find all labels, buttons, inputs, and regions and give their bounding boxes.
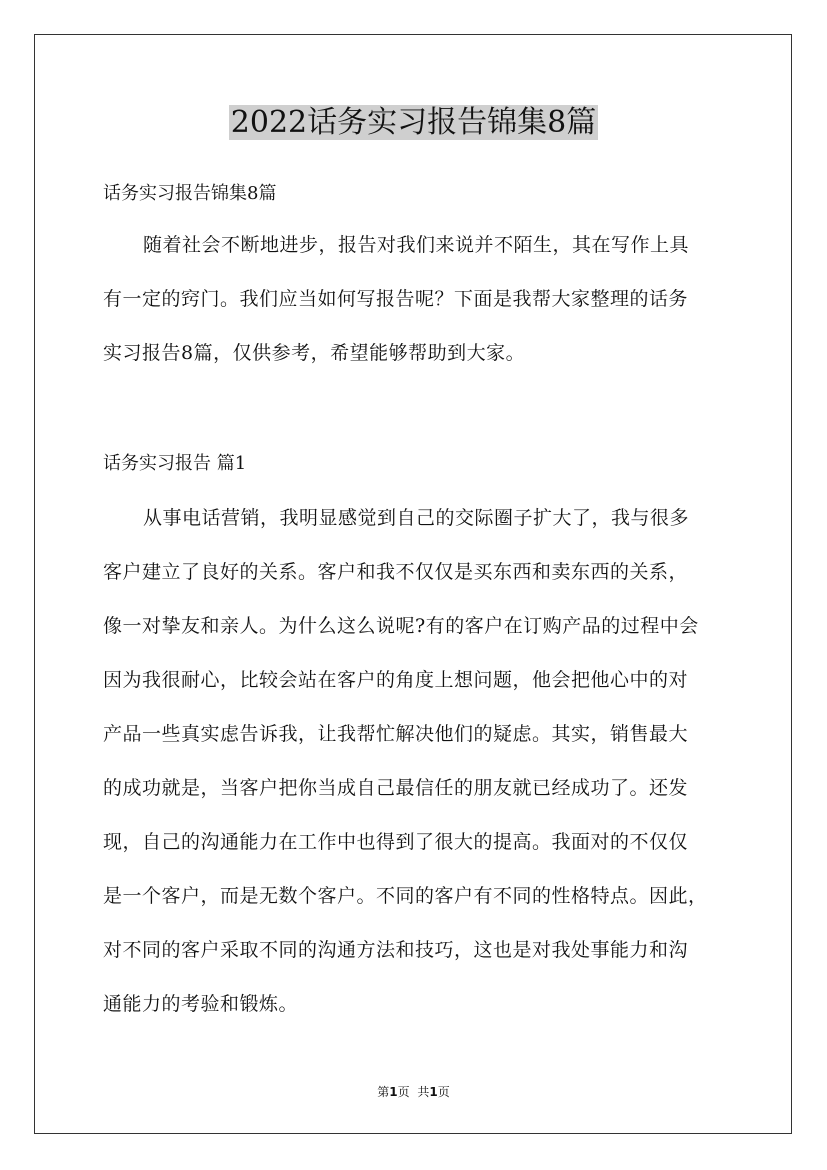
body-line: 对不同的客户采取不同的沟通方法和技巧，这也是对我处事能力和沟 (103, 939, 689, 961)
body-line: 从事电话营销，我明显感觉到自己的交际圈子扩大了，我与很多 (143, 507, 690, 529)
footer-prefix: 第 (377, 1085, 390, 1099)
footer-total-prefix: 共 (417, 1085, 430, 1099)
intro-paragraph (103, 218, 743, 380)
section-heading: 话务实习报告 篇1 (103, 453, 247, 474)
body-line: 的成功就是，当客户把你当成自己最信任的朋友就已经成功了。还发 (103, 777, 689, 799)
document-title (0, 103, 827, 143)
intro-line: 随着社会不断地进步，报告对我们来说并不陌生，其在写作上具 (143, 234, 690, 256)
body-line: 通能力的考验和锻炼。 (103, 993, 299, 1015)
intro-line: 有一定的窍门。我们应当如何写报告呢？下面是我帮大家整理的话务 (103, 288, 689, 310)
footer-page-number: 1 (389, 1085, 398, 1099)
document-subtitle: 话务实习报告锦集8篇 (103, 183, 277, 204)
body-line: 现，自己的沟通能力在工作中也得到了很大的提高。我面对的不仅仅 (103, 831, 689, 853)
body-line: 因为我很耐心，比较会站在客户的角度上想问题，他会把他心中的对 (103, 669, 689, 691)
footer-page-label: 页 (397, 1085, 410, 1099)
footer-total-number: 1 (429, 1085, 438, 1099)
body-line: 客户建立了良好的关系。客户和我不仅仅是买东西和卖东西的关系， (103, 561, 689, 583)
footer-total-label: 页 (437, 1085, 450, 1099)
body-line: 像一对挚友和亲人。为什么这么说呢?有的客户在订购产品的过程中会 (103, 615, 699, 637)
document-title-text: 2022话务实习报告锦集8篇 (230, 105, 597, 140)
intro-line: 实习报告8篇，仅供参考，希望能够帮助到大家。 (103, 342, 526, 364)
body-line: 是一个客户，而是无数个客户。不同的客户有不同的性格特点。因此， (103, 885, 708, 907)
page-footer (0, 1084, 827, 1100)
body-line: 产品一些真实虑告诉我，让我帮忙解决他们的疑虑。其实，销售最大 (103, 723, 689, 745)
body-paragraph (103, 491, 743, 1031)
